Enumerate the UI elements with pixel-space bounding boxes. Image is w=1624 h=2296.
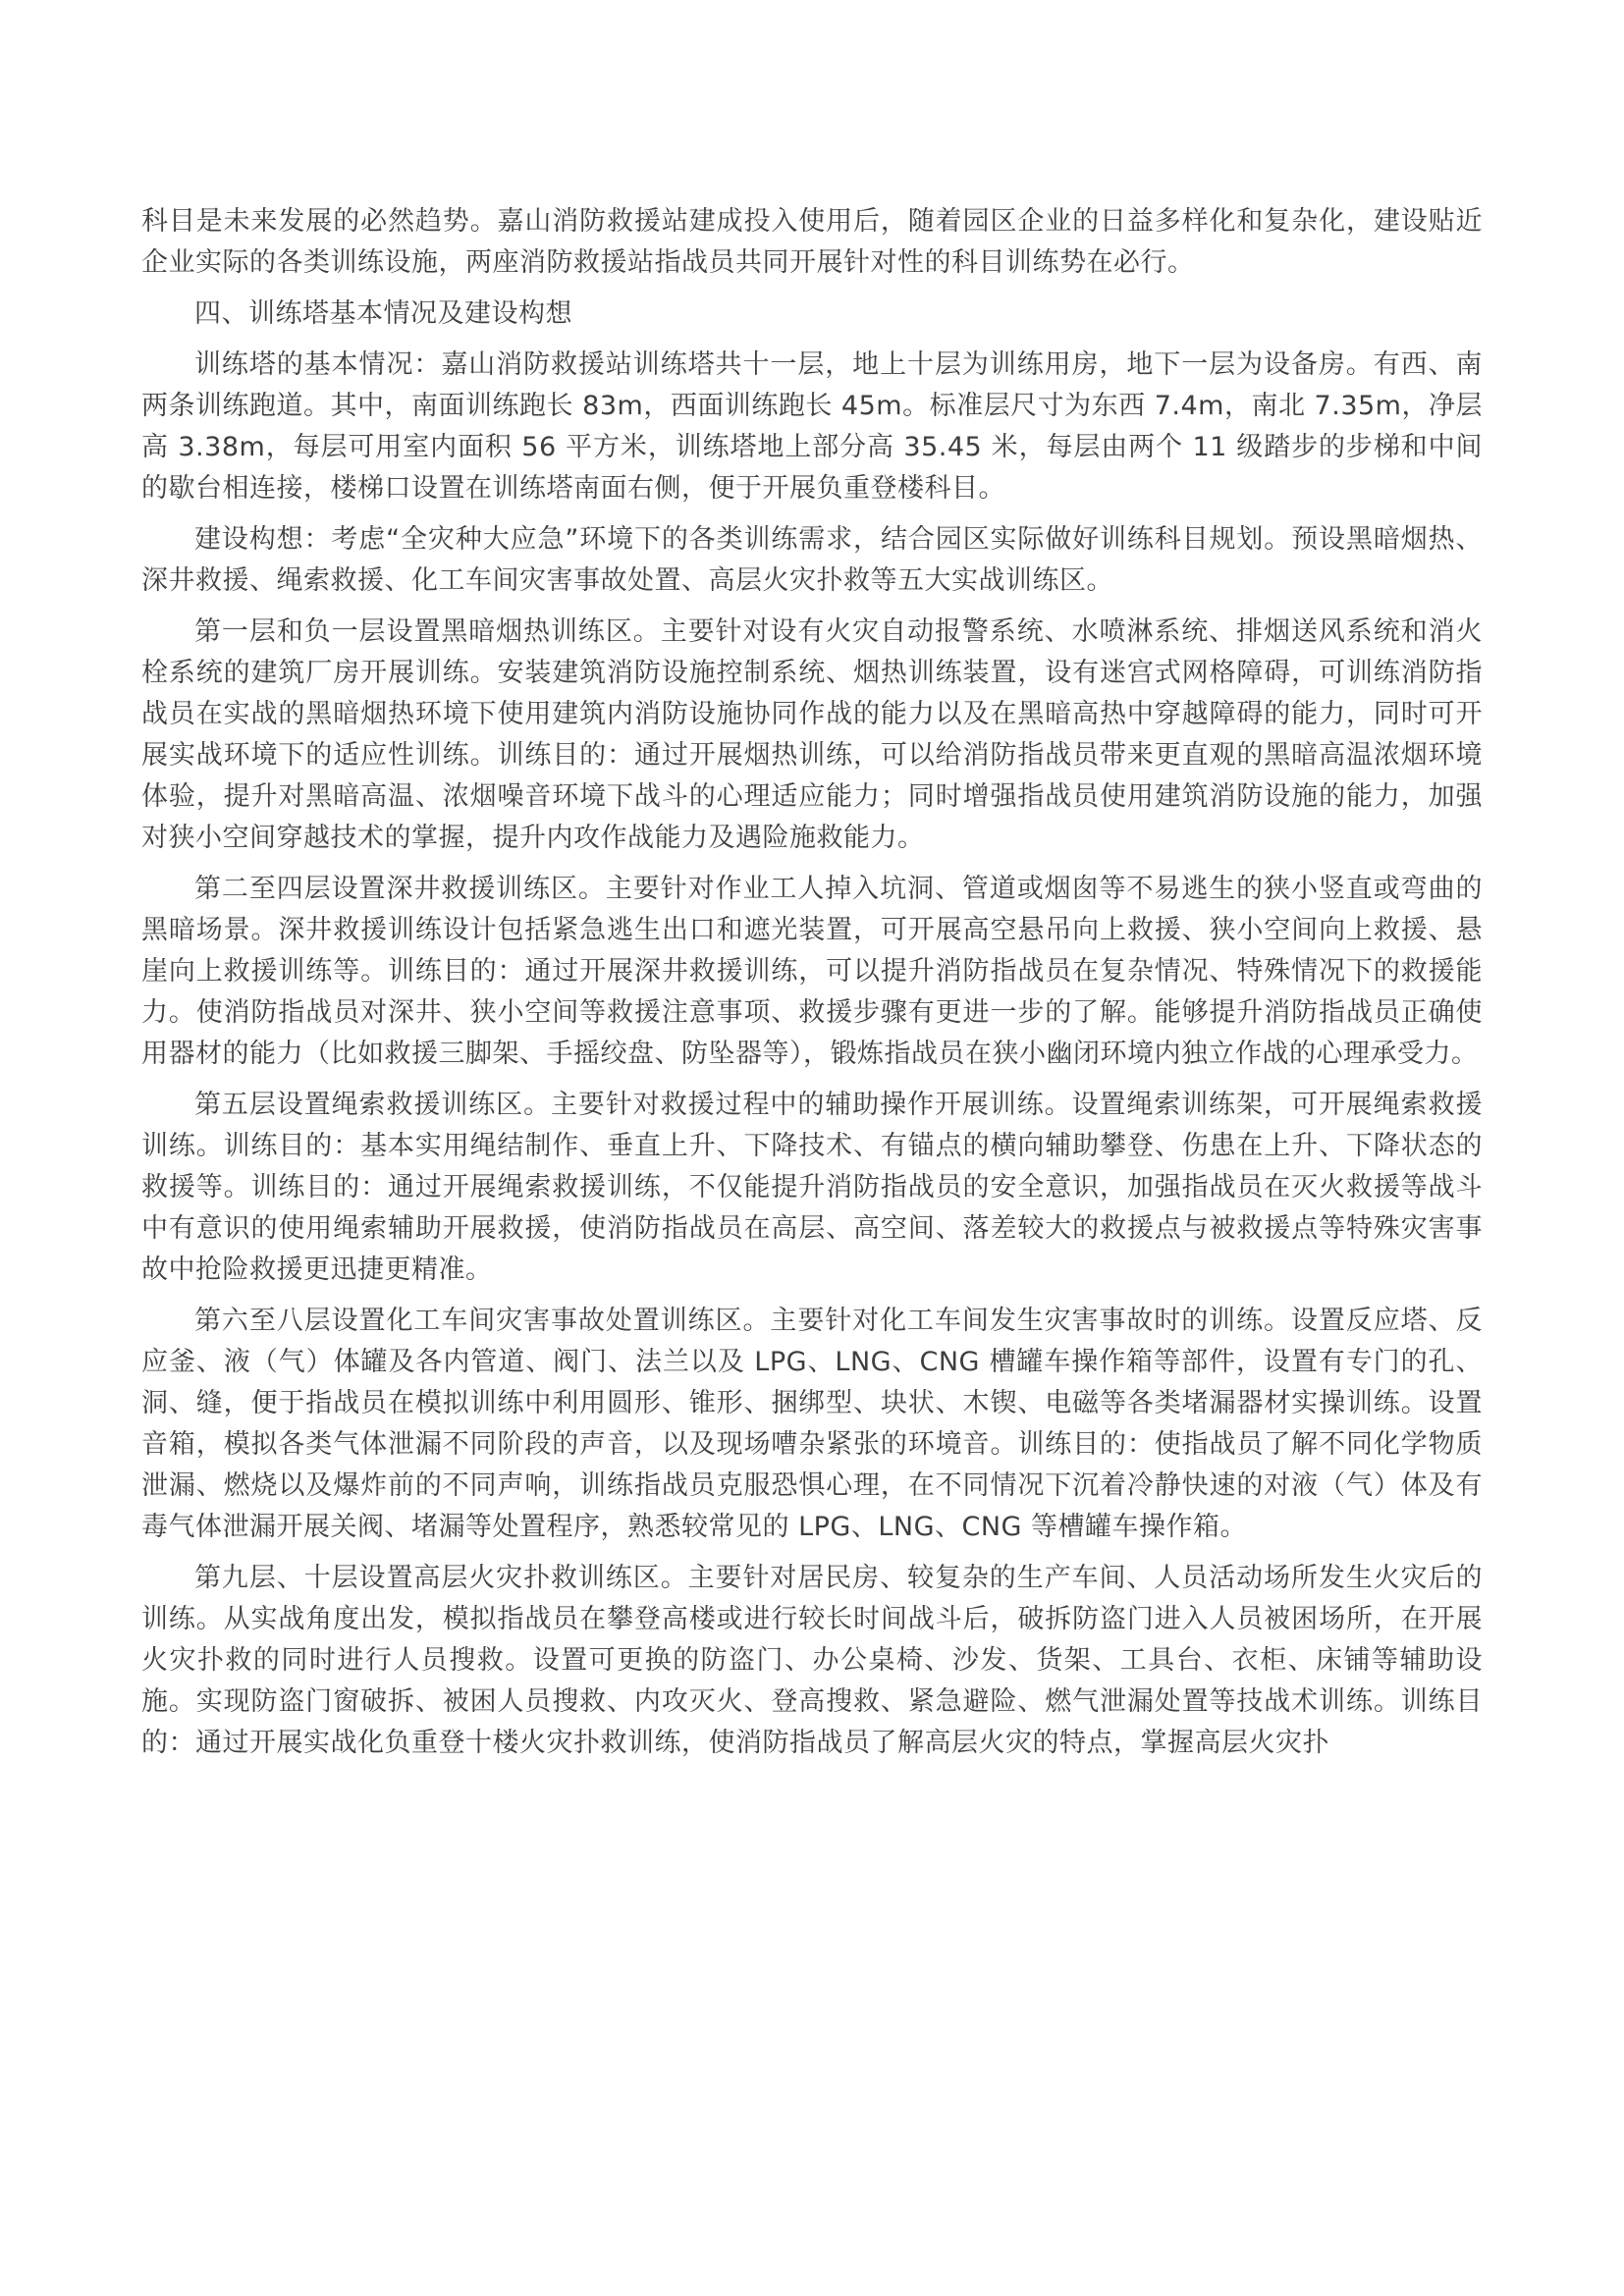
paragraph-tower-basics: 训练塔的基本情况：嘉山消防救援站训练塔共十一层，地上十层为训练用房，地下一层为设备房。有西、南两条训练跑道。其中，南面训练跑长 83m，西面训练跑长 45m。标准层尺寸为东西 7.4m，南北 7.35m，净层高 3.38m，每层可用室内面积 56 平方米，训练塔地上部分高 35.45 米，每层由两个 11 级踏步的步梯和中间的歇台相连接，楼梯口设置在训练塔南面右侧，便于开展负重登楼科目。 [141, 349, 1483, 504]
paragraph-chemical-workshop-zone: 第六至八层设置化工车间灾害事故处置训练区。主要针对化工车间发生灾害事故时的训练。设置反应塔、反应釜、液（气）体罐及各内管道、阀门、法兰以及 LPG、LNG、CNG 槽罐车操作箱等部件，设置有专门的孔、洞、缝，便于指战员在模拟训练中利用圆形、锥形、捆绑型、块状、木锲、电磁等各类堵漏器材实操训练。设置音箱，模拟各类气体泄漏不同阶段的声音，以及现场嘈杂紧张的环境音。训练目的：使指战员了解不同化学物质泄漏、燃烧以及爆炸前的不同声响，训练指战员克服恐惧心理，在不同情况下沉着冷静快速的对液（气）体及有毒气体泄漏开展关阀、堵漏等处置程序，熟悉较常见的 LPG、LNG、CNG 等槽罐车操作箱。 [141, 1306, 1483, 1542]
paragraph-highrise-fire-zone: 第九层、十层设置高层火灾扑救训练区。主要针对居民房、较复杂的生产车间、人员活动场所发生火灾后的训练。从实战角度出发，模拟指战员在攀登高楼或进行较长时间战斗后，破拆防盗门进入人员被困场所，在开展火灾扑救的同时进行人员搜救。设置可更换的防盗门、办公桌椅、沙发、货架、工具台、衣柜、床铺等辅助设施。实现防盗门窗破拆、被困人员搜救、内攻灭火、登高搜救、紧急避险、燃气泄漏处置等技战术训练。训练目的：通过开展实战化负重登十楼火灾扑救训练，使消防指战员了解高层火灾的特点，掌握高层火灾扑 [141, 1563, 1483, 1758]
paragraph-construction-concept: 建设构想：考虑“全灾种大应急”环境下的各类训练需求，结合园区实际做好训练科目规划。预设黑暗烟热、深井救援、绳索救援、化工车间灾害事故处置、高层火灾扑救等五大实战训练区。 [141, 524, 1483, 596]
document-body [141, 201, 1483, 1764]
paragraph-rope-rescue-zone: 第五层设置绳索救援训练区。主要针对救援过程中的辅助操作开展训练。设置绳索训练架，可开展绳索救援训练。训练目的：基本实用绳结制作、垂直上升、下降技术、有锚点的横向辅助攀登、伤患在上升、下降状态的救援等。训练目的：通过开展绳索救援训练，不仅能提升消防指战员的安全意识，加强指战员在灭火救援等战斗中有意识的使用绳索辅助开展救援，使消防指战员在高层、高空间、落差较大的救援点与被救援点等特殊灾害事故中抢险救援更迅捷更精准。 [141, 1090, 1483, 1285]
paragraph-deep-well-rescue-zone: 第二至四层设置深井救援训练区。主要针对作业工人掉入坑洞、管道或烟囱等不易逃生的狭小竖直或弯曲的黑暗场景。深井救援训练设计包括紧急逃生出口和遮光装置，可开展高空悬吊向上救援、狭小空间向上救援、悬崖向上救援训练等。训练目的：通过开展深井救援训练，可以提升消防指战员在复杂情况、特殊情况下的救援能力。使消防指战员对深井、狭小空间等救援注意事项、救援步骤有更进一步的了解。能够提升消防指战员正确使用器材的能力（比如救援三脚架、手摇绞盘、防坠器等），锻炼指战员在狭小幽闭环境内独立作战的心理承受力。 [141, 874, 1483, 1069]
section-heading: 四、训练塔基本情况及建设构想 [194, 298, 572, 329]
paragraph-dark-smoke-zone: 第一层和负一层设置黑暗烟热训练区。主要针对设有火灾自动报警系统、水喷淋系统、排烟送风系统和消火栓系统的建筑厂房开展训练。安装建筑消防设施控制系统、烟热训练装置，设有迷宫式网格障碍，可训练消防指战员在实战的黑暗烟热环境下使用建筑内消防设施协同作战的能力以及在黑暗高热中穿越障碍的能力，同时可开展实战环境下的适应性训练。训练目的：通过开展烟热训练，可以给消防指战员带来更直观的黑暗高温浓烟环境体验，提升对黑暗高温、浓烟噪音环境下战斗的心理适应能力；同时增强指战员使用建筑消防设施的能力，加强对狭小空间穿越技术的掌握，提升内攻作战能力及遇险施救能力。 [141, 616, 1483, 853]
paragraph-continuation: 科目是未来发展的必然趋势。嘉山消防救援站建成投入使用后，随着园区企业的日益多样化和复杂化，建设贴近企业实际的各类训练设施，两座消防救援站指战员共同开展针对性的科目训练势在必行。 [141, 206, 1483, 278]
